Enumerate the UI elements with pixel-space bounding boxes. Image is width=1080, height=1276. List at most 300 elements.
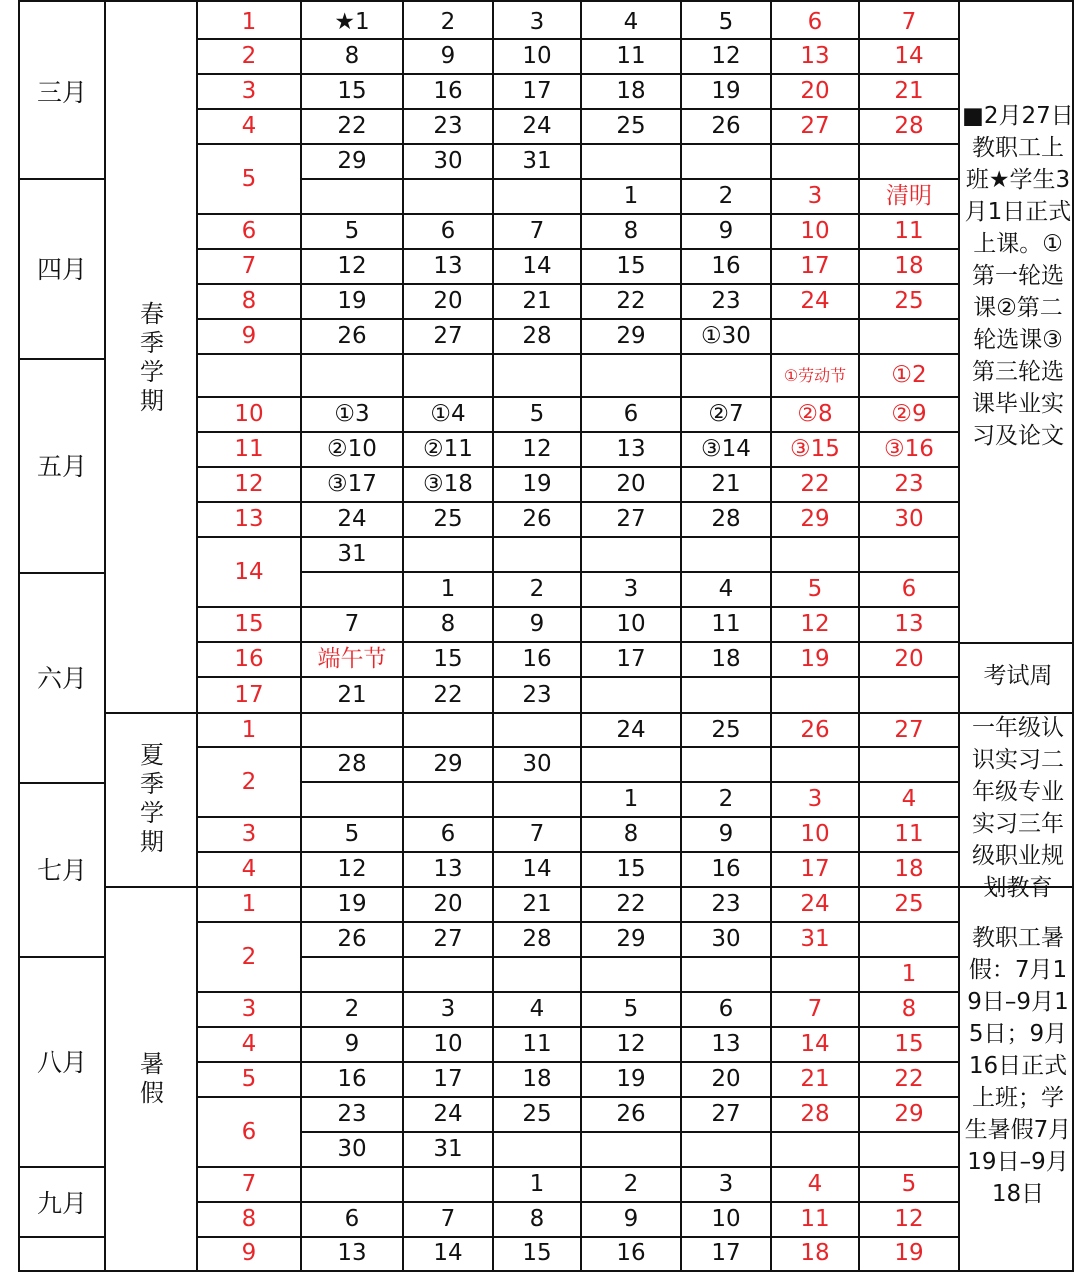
day-cell: ②11 [423,436,473,462]
day-cell: 22 [894,1066,924,1092]
sep-note [958,0,960,1272]
day-cell: 17 [800,253,830,279]
day-cell: 1 [529,1171,545,1197]
day-cell: 26 [711,113,741,139]
month-august: 八月 [36,1048,87,1077]
day-cell: 6 [901,576,917,602]
day-cell [682,678,770,712]
day-cell [404,1168,492,1201]
day-cell [494,538,580,571]
note-spring: ■2月27日教职工上班★学生3月1日正式上课。①第一轮选课②第二轮选课③第三轮选课毕业实习及论文 [962,103,1074,449]
day-cell: 28 [711,506,741,532]
day-cell: 18 [894,856,924,882]
day-cell: 11 [894,821,924,847]
day-cell: 2 [718,786,734,812]
day-cell [494,958,580,991]
day-cell: 7 [529,821,545,847]
day-cell [404,714,492,746]
month-june: 六月 [36,664,87,693]
day-cell: 1 [440,576,456,602]
week-number: 12 [234,471,264,497]
day-cell: ③15 [790,436,840,462]
day-cell [582,678,680,712]
day-cell: 29 [337,148,367,174]
day-cell: ②9 [891,401,927,427]
day-cell: 2 [344,996,360,1022]
day-cell: 30 [522,751,552,777]
week-number: 2 [241,43,257,69]
day-cell: 15 [616,253,646,279]
day-cell: 30 [433,148,463,174]
day-cell [302,958,402,991]
day-cell: 24 [522,113,552,139]
day-cell: 29 [616,926,646,952]
day-cell: 13 [337,1239,367,1266]
day-cell: 7 [440,1206,456,1232]
day-cell: 21 [711,471,741,497]
day-cell [772,145,858,178]
day-cell: 9 [344,1031,360,1057]
day-cell: 19 [337,288,367,314]
day-cell: 5 [344,821,360,847]
day-cell: 11 [800,1206,830,1232]
day-cell: 20 [894,646,924,672]
day-cell: 20 [433,288,463,314]
day-cell: 29 [894,1101,924,1127]
week-number: 2 [241,943,257,970]
day-cell: 11 [894,218,924,244]
day-cell: 18 [616,78,646,104]
day-cell: 20 [800,78,830,104]
day-cell [404,355,492,396]
day-cell [582,1133,680,1166]
day-cell: 8 [901,996,917,1022]
day-cell: 6 [440,821,456,847]
day-cell: ③17 [327,471,377,497]
day-cell [860,1133,958,1166]
week-number: 9 [241,1239,257,1266]
day-cell: 31 [522,148,552,174]
day-cell: 24 [616,716,646,743]
day-cell: 7 [344,611,360,637]
day-cell [682,1133,770,1166]
day-cell: 28 [800,1101,830,1127]
week-number: 16 [234,646,264,672]
day-cell: 9 [718,218,734,244]
day-cell: 29 [616,323,646,349]
day-cell [302,783,402,816]
day-cell: 12 [337,253,367,279]
day-cell: 21 [894,78,924,104]
day-cell: 6 [718,996,734,1022]
day-cell [582,958,680,991]
day-cell: 8 [344,43,360,69]
week-number: 13 [234,506,264,532]
week-number: 1 [241,8,257,35]
day-cell: 17 [800,856,830,882]
day-cell: 19 [522,471,552,497]
day-cell: 23 [894,471,924,497]
day-cell [494,1133,580,1166]
day-cell: 29 [800,506,830,532]
day-cell: 9 [718,821,734,847]
day-cell [772,538,858,571]
day-cell: 3 [529,8,545,35]
note-summer: 一年级认识实习二年级专业实习三年级职业规划教育 [972,715,1064,901]
week-number: 7 [241,253,257,279]
day-cell: 27 [433,926,463,952]
day-cell: 3 [718,1171,734,1197]
day-cell: 21 [522,288,552,314]
week-number: 15 [234,611,264,637]
day-cell: 23 [337,1101,367,1127]
day-cell: 4 [718,576,734,602]
day-cell: 27 [433,323,463,349]
day-cell: ③18 [423,471,473,497]
day-cell: 13 [894,611,924,637]
day-cell: 14 [522,856,552,882]
day-cell [494,783,580,816]
day-cell [772,958,858,991]
note-vacation: 教职工暑假：7月19日–9月15日；9月16日正式上班；学生暑假7月19日–9月18日 [964,925,1072,1207]
week-line-10 [198,353,300,355]
day-cell: 24 [800,288,830,314]
day-cell: 29 [433,751,463,777]
day-cell: 13 [433,253,463,279]
week-number: 4 [241,113,257,139]
day-cell: 14 [894,43,924,69]
day-cell: 11 [522,1031,552,1057]
day-cell: 20 [433,891,463,917]
day-cell: 11 [616,43,646,69]
day-cell: 3 [807,183,823,209]
day-cell: 27 [894,716,924,743]
day-cell: 15 [894,1031,924,1057]
day-cell: 24 [800,891,830,917]
week-number: 5 [241,165,257,192]
day-cell: 5 [901,1171,917,1197]
day-cell: 16 [433,78,463,104]
day-cell [302,573,402,606]
day-cell: 15 [522,1239,552,1266]
day-cell: 8 [623,218,639,244]
day-cell: 22 [337,113,367,139]
day-cell: 5 [529,401,545,427]
month-july: 七月 [36,856,87,885]
day-cell [682,748,770,781]
day-cell: ①劳动节 [783,365,847,385]
day-cell: 21 [522,891,552,917]
day-cell: 31 [337,541,367,567]
day-cell: 31 [433,1136,463,1162]
day-cell: 30 [711,926,741,952]
day-cell: 9 [529,611,545,637]
month-april: 四月 [36,255,87,284]
day-cell [860,923,958,956]
day-cell: 6 [344,1206,360,1232]
week-number: 3 [241,78,257,104]
day-cell [404,538,492,571]
day-cell: 16 [711,253,741,279]
day-cell: 12 [894,1206,924,1232]
week-number: 4 [241,856,257,882]
week-number: 10 [234,401,264,427]
week-number: 6 [241,1118,257,1145]
day-cell [772,320,858,353]
day-cell: 2 [623,1171,639,1197]
day-cell: 18 [522,1066,552,1092]
day-cell: 3 [807,786,823,812]
day-cell: 15 [616,856,646,882]
day-cell [860,748,958,781]
day-cell: 2 [440,8,456,35]
day-cell: 26 [522,506,552,532]
day-cell: 28 [522,323,552,349]
day-cell: 4 [807,1171,823,1197]
term-spring: 春季学期 [140,300,164,415]
day-cell: 10 [616,611,646,637]
day-cell: 27 [800,113,830,139]
term-summer: 夏季学期 [140,741,164,856]
day-cell [860,538,958,571]
day-cell: 20 [616,471,646,497]
day-cell: 9 [623,1206,639,1232]
day-cell: ①30 [701,323,751,349]
month-september: 九月 [36,1189,87,1218]
day-cell: 27 [616,506,646,532]
day-cell: 14 [433,1239,463,1266]
day-cell: 16 [711,856,741,882]
day-cell: 7 [901,8,917,35]
day-cell: 22 [433,681,463,708]
week-number: 8 [241,1206,257,1232]
day-cell: 26 [337,323,367,349]
month-line-6 [20,1236,104,1238]
week-number: 5 [241,1066,257,1092]
day-cell: 10 [800,218,830,244]
day-cell: 27 [711,1101,741,1127]
day-cell: 31 [800,926,830,952]
day-cell: 21 [337,681,367,708]
day-cell: 10 [433,1031,463,1057]
day-cell: 4 [529,996,545,1022]
day-cell: 16 [616,1239,646,1266]
note-exam-week: 考试周 [983,663,1053,689]
month-march: 三月 [36,78,87,107]
day-cell [682,355,770,396]
day-cell: 15 [433,646,463,672]
day-cell [860,678,958,712]
day-cell: 26 [616,1101,646,1127]
day-cell: ②7 [708,401,744,427]
day-cell: 12 [337,856,367,882]
day-cell [682,538,770,571]
day-cell: 1 [623,786,639,812]
day-cell [302,355,402,396]
day-cell: 端午节 [317,646,387,672]
day-cell: 3 [623,576,639,602]
day-cell: 28 [522,926,552,952]
day-cell: 24 [337,506,367,532]
day-cell: 17 [711,1239,741,1266]
day-cell: 17 [616,646,646,672]
day-cell: 4 [901,786,917,812]
day-cell: 22 [800,471,830,497]
day-cell: 10 [522,43,552,69]
day-cell: 25 [433,506,463,532]
week-number: 1 [241,891,257,917]
day-cell [302,180,402,213]
day-cell: ③16 [884,436,934,462]
day-cell: 26 [800,716,830,743]
day-cell: 23 [711,891,741,917]
day-cell: 20 [711,1066,741,1092]
day-cell: 25 [894,288,924,314]
day-cell: 7 [807,996,823,1022]
day-cell: 4 [623,8,639,35]
day-cell: 18 [711,646,741,672]
day-cell: 23 [711,288,741,314]
day-cell: 21 [800,1066,830,1092]
day-cell: ③14 [701,436,751,462]
frame-top [18,0,1074,2]
day-cell: 30 [894,506,924,532]
day-cell: 3 [440,996,456,1022]
day-cell: 14 [800,1031,830,1057]
day-cell: 16 [522,646,552,672]
note-line-0 [960,642,1072,644]
day-cell: 6 [623,401,639,427]
day-cell: 12 [800,611,830,637]
day-cell: 13 [433,856,463,882]
day-cell: 16 [337,1066,367,1092]
day-cell: 10 [800,821,830,847]
day-cell: 8 [440,611,456,637]
day-cell: 5 [807,576,823,602]
day-cell: 17 [522,78,552,104]
day-cell: 19 [711,78,741,104]
day-cell: 13 [711,1031,741,1057]
day-cell: ★1 [334,8,370,35]
day-cell: 10 [711,1206,741,1232]
day-cell: 2 [718,183,734,209]
frame-bottom [18,1270,1074,1272]
day-cell [772,748,858,781]
day-cell: 9 [440,43,456,69]
day-cell [582,538,680,571]
week-number: 3 [241,821,257,847]
day-cell: 1 [623,183,639,209]
week-number: 11 [234,436,264,462]
day-cell: 19 [894,1239,924,1266]
day-cell: 15 [337,78,367,104]
week-number: 2 [241,768,257,795]
day-cell [494,355,580,396]
day-cell: 26 [337,926,367,952]
day-cell [582,355,680,396]
week-number: 8 [241,288,257,314]
day-cell [302,714,402,746]
day-cell [772,1133,858,1166]
day-cell: 6 [807,8,823,35]
day-cell: 12 [711,43,741,69]
day-cell: ②10 [327,436,377,462]
day-cell: 30 [337,1136,367,1162]
day-cell: 19 [800,646,830,672]
day-cell: 5 [344,218,360,244]
day-cell: 25 [522,1101,552,1127]
day-cell [682,145,770,178]
note-spring-cont [962,346,1074,516]
day-cell [404,180,492,213]
day-cell: 5 [623,996,639,1022]
day-cell: 1 [901,961,917,987]
day-cell: 18 [894,253,924,279]
day-cell: 25 [894,891,924,917]
day-cell: 23 [522,681,552,708]
day-cell: ①2 [891,362,927,388]
day-cell: 17 [433,1066,463,1092]
day-cell: 6 [440,218,456,244]
term-vacation: 暑假 [140,1050,164,1107]
day-cell: 12 [522,436,552,462]
day-cell: 12 [616,1031,646,1057]
day-cell: 13 [800,43,830,69]
week-number: 3 [241,996,257,1022]
day-cell: 22 [616,288,646,314]
week-number: 7 [241,1171,257,1197]
week-number: 6 [241,218,257,244]
day-cell [860,320,958,353]
day-cell: 28 [337,751,367,777]
day-cell [404,958,492,991]
day-cell: 14 [522,253,552,279]
month-may: 五月 [36,452,87,481]
day-cell: 25 [616,113,646,139]
day-cell [404,783,492,816]
day-cell [772,678,858,712]
day-cell: 2 [529,576,545,602]
day-cell: 8 [623,821,639,847]
day-cell: 18 [800,1239,830,1266]
day-cell: 25 [711,716,741,743]
week-number: 17 [234,681,264,708]
day-cell: ②8 [797,401,833,427]
week-number: 4 [241,1031,257,1057]
day-cell [494,180,580,213]
day-cell [494,714,580,746]
day-cell: 5 [718,8,734,35]
day-cell: 13 [616,436,646,462]
day-cell: 11 [711,611,741,637]
day-cell: 28 [894,113,924,139]
day-cell: 19 [616,1066,646,1092]
day-cell: ①3 [334,401,370,427]
day-cell: 22 [616,891,646,917]
day-cell: 23 [433,113,463,139]
day-cell [682,958,770,991]
day-cell [582,748,680,781]
day-cell [860,145,958,178]
day-cell: ①4 [430,401,466,427]
day-cell [582,145,680,178]
week-number: 1 [241,716,257,743]
day-cell: 19 [337,891,367,917]
day-cell: 8 [529,1206,545,1232]
day-cell: 清明 [886,183,932,209]
week-number: 9 [241,323,257,349]
week-number: 14 [234,558,264,585]
